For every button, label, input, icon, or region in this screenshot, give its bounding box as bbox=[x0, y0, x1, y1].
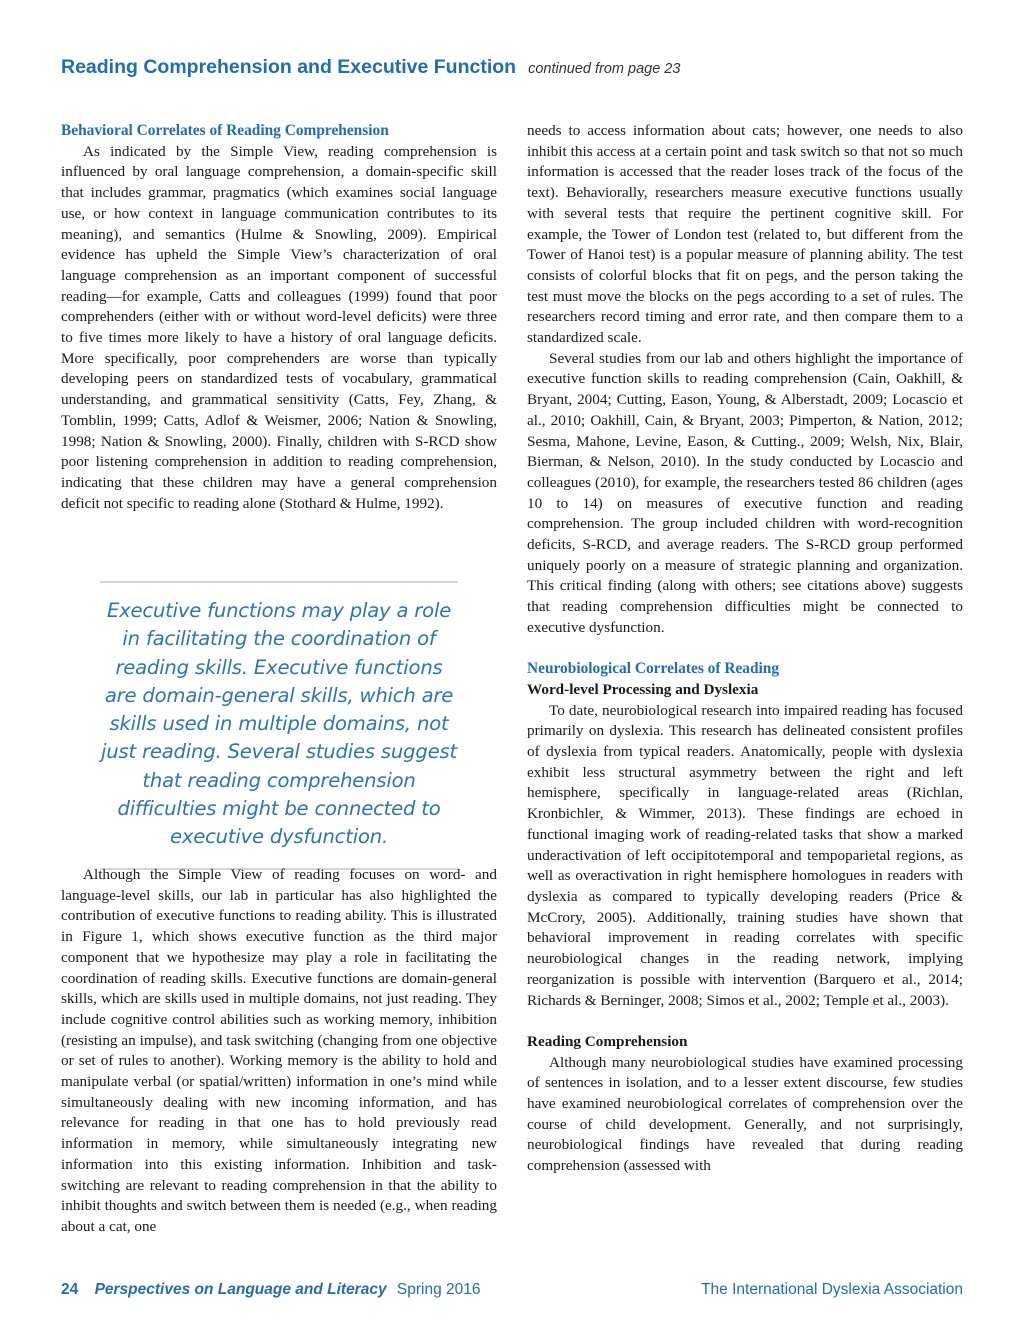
paragraph: needs to access information about cats; however, one needs to also inhibit this access at a certain point and task switch so that not so much information is accessed that the reader loses track of the focus of the text). Behaviorally, researchers measure executive functions usually with several tests that require the pertinent cognitive skill. For example, the Tower of London test (related to, but different from the Tower of Hanoi test) is a popular measure of planning ability. The test consists of colorful blocks that fit on pegs, and the person taking the test must move the blocks on the pegs according to a set of rules. The researchers record timing and error rate, and then compare them to a standardized scale. bbox=[527, 122, 963, 347]
article-title: Reading Comprehension and Executive Function bbox=[61, 56, 517, 78]
association-name: The International Dyslexia Association bbox=[701, 1281, 963, 1298]
section-heading-behavioral: Behavioral Correlates of Reading Comprehension bbox=[61, 122, 389, 139]
continued-note: continued from page 23 bbox=[528, 61, 681, 77]
paragraph: Although the Simple View of reading focuses on word- and language-level skills, our lab in particular has also highlighted the contribution of executive functions to reading ability. This is illustrated in Figure 1, which shows executive function as the third major component that we hypothesize may play a role in facilitating the coordination of reading skills. Executive functions are domain-general skills, which are skills used in multiple domains, not just reading. They include cognitive control abilities such as working memory, inhibition (resisting an impulse), and task switching (changing from one objective or set of rules to another). Working memory is the ability to hold and manipulate verbal (or spatial/written) information in one’s mind while simultaneously dealing with new incoming information, and has relevance for reading in that one has to hold previously read information in memory, while simultaneously integrating new information into this existing information. Inhibition and task-switching are relevant to reading comprehension in that the ability to inhibit thoughts and switch between them is needed (e.g., when reading about a cat, one bbox=[61, 866, 497, 1235]
page-number: 24 bbox=[61, 1281, 79, 1298]
publication-name: Perspectives on Language and Literacy bbox=[94, 1281, 387, 1298]
paragraph: Although many neurobiological studies have examined processing of sentences in isolation, and to a lesser extent discourse, few studies have examined neurobiological correlates of comprehension over the course of child development. Generally, and not surprisingly, neurobiological findings have revealed that during reading comprehension (assessed with bbox=[527, 1053, 963, 1175]
subheading-word-level: Word-level Processing and Dyslexia bbox=[527, 680, 759, 698]
pull-quote-text: Executive functions may play a role in facilitating the coordination of reading skills. Executive functions are domain-general skills, which are skills used in multiple domains, not just reading. Several studies suggest that reading comprehension difficulties might be connected to executive dysfunction. bbox=[101, 599, 457, 849]
page-footer bbox=[61, 1281, 963, 1303]
section-heading-neurobiological: Neurobiological Correlates of Reading bbox=[527, 660, 780, 678]
left-column-bottom bbox=[61, 865, 497, 1238]
page-header bbox=[61, 56, 680, 79]
left-column-top bbox=[61, 121, 497, 514]
paragraph: To date, neurobiological research into impaired reading has focused primarily on dyslexia. This research has delineated consistent profiles of dyslexia from typical readers. Anatomically, people with dyslexia exhibit less structural asymmetry between the right and left hemisphere, specifically in language-related areas (Richlan, Kronbichler, & Wimmer, 2013). These findings are echoed in functional imaging work of reading-related tasks that show a marked underactivation of left occipitotemporal and tempoparietal regions, as well as overactivation in right hemisphere homologues in readers with dyslexia as compared to typically developing readers (Price & McCrory, 2005). Additionally, training studies have shown that behavioral improvement in reading correlates with specific neurobiological changes in the reading network, implying reorganization is possible with intervention (Barquero et al., 2014; Richards & Berninger, 2008; Simos et al., 2002; Temple et al., 2003). bbox=[527, 701, 963, 1009]
pull-quote bbox=[100, 581, 458, 870]
paragraph: As indicated by the Simple View, reading comprehension is influenced by oral language comprehension, a domain-specific skill that includes grammar, pragmatics (which examines social language use, or how context in language communication contributes to its meaning), and semantics (Hulme & Snowling, 2009). Empirical evidence has upheld the Simple View’s characterization of oral language comprehension as an important component of successful reading—for example, Catts and colleagues (1999) found that poor comprehenders (either with or without word-level deficits) were three to five times more likely to have a history of oral language deficits. More specifically, poor comprehenders are worse than typically developing peers on standardized tests of vocabulary, grammatical understanding, and grammatical sensitivity (Catts, Fey, Zhang, & Tomblin, 1999; Catts, Adlof & Weismer, 2006; Nation & Snowling, 1998; Nation & Snowling, 2000). Finally, children with S-RCD show poor listening comprehension in addition to reading comprehension, indicating that these children may have a general comprehension deficit not specific to reading alone (Stothard & Hulme, 1992). bbox=[61, 142, 497, 512]
paragraph: Several studies from our lab and others highlight the importance of executive function skills to reading comprehension (Cain, Oakhill, & Bryant, 2004; Cutting, Eason, Young, & Alberstadt, 2009; Locascio et al., 2010; Oakhill, Cain, & Bryant, 2003; Pimperton, & Nation, 2012; Sesma, Mahone, Levine, Eason, & Cutting., 2009; Welsh, Nix, Blair, Bierman, & Nelson, 2010). In the study conducted by Locascio and colleagues (2010), for example, the researchers tested 86 children (ages 10 to 14) on measures of executive function and reading comprehension. The group included children with word-recognition deficits, S-RCD, and average readers. The S-RCD group performed uniquely poorly on a measure of strategic planning and organization. This critical finding (along with others; see citations above) suggests that reading comprehension difficulties might be connected to executive dysfunction. bbox=[527, 349, 963, 636]
right-column bbox=[527, 121, 963, 1177]
subheading-reading-comprehension: Reading Comprehension bbox=[527, 1032, 688, 1050]
issue-season: Spring 2016 bbox=[396, 1281, 481, 1298]
